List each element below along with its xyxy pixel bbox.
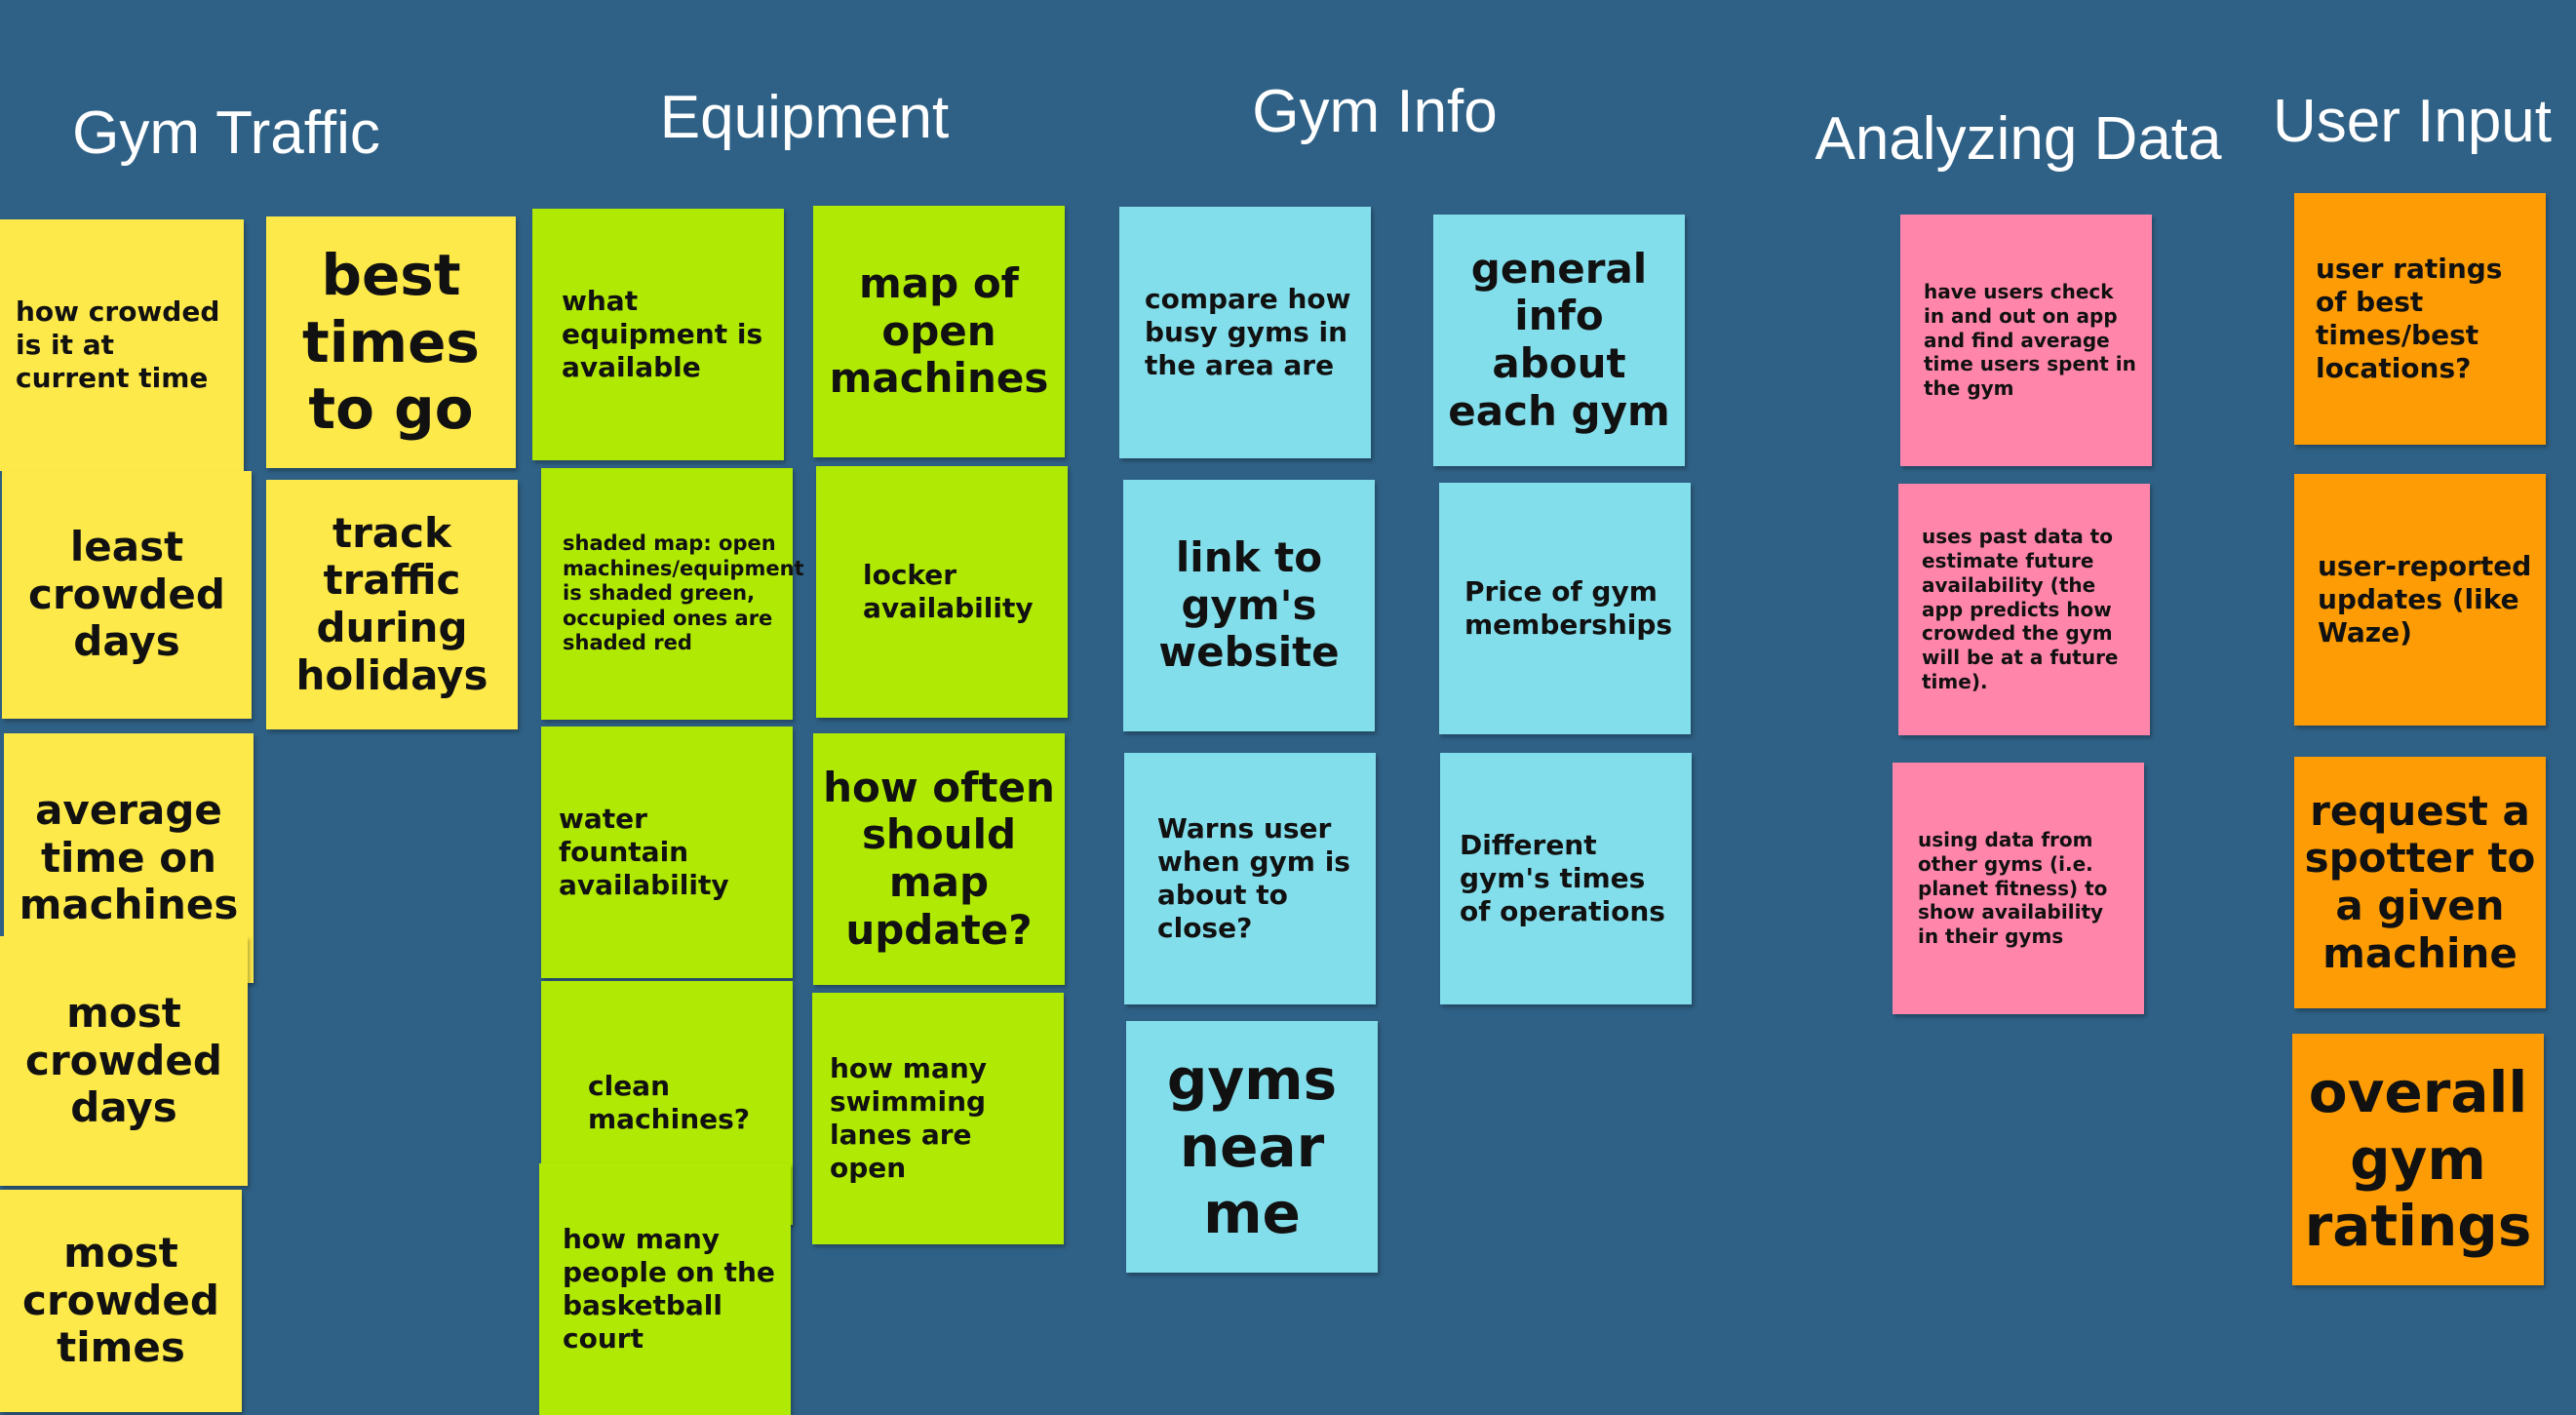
sticky-note-current-time[interactable]: how crowded is it at current time bbox=[0, 219, 244, 471]
sticky-note-most-crowded-days[interactable]: most crowded days bbox=[0, 936, 248, 1186]
heading-gym-traffic: Gym Traffic bbox=[72, 99, 380, 167]
heading-equipment: Equipment bbox=[659, 84, 950, 151]
sticky-note-link-website[interactable]: link to gym's website bbox=[1123, 480, 1375, 731]
heading-user-input: User Input bbox=[2272, 88, 2553, 155]
sticky-note-least-crowded-days[interactable]: least crowded days bbox=[2, 471, 252, 719]
heading-analyzing-data: Analyzing Data bbox=[1815, 105, 2222, 173]
sticky-note-warns-close[interactable]: Warns user when gym is about to close? bbox=[1124, 753, 1376, 1004]
sticky-note-check-in-out[interactable]: have users check in and out on app and find average time users spent in the gym bbox=[1900, 215, 2152, 466]
sticky-note-what-equipment[interactable]: what equipment is available bbox=[532, 209, 784, 460]
sticky-note-best-times[interactable]: best times to go bbox=[266, 216, 516, 468]
sticky-note-track-holidays[interactable]: track traffic during holidays bbox=[266, 480, 518, 729]
sticky-note-basketball-court[interactable]: how many people on the basketball court bbox=[539, 1163, 791, 1415]
sticky-note-general-info[interactable]: general info about each gym bbox=[1433, 215, 1685, 466]
sticky-note-times-of-operation[interactable]: Different gym's times of operations bbox=[1440, 753, 1692, 1004]
sticky-note-water-fountain[interactable]: water fountain availability bbox=[541, 727, 793, 978]
sticky-note-gyms-near-me[interactable]: gyms near me bbox=[1126, 1021, 1378, 1273]
sticky-note-user-reported-updates[interactable]: user-reported updates (like Waze) bbox=[2294, 474, 2546, 726]
sticky-note-other-gyms-data[interactable]: using data from other gyms (i.e. planet fitness) to show availability in their gyms bbox=[1893, 763, 2144, 1014]
sticky-note-map-update-frequency[interactable]: how often should map update? bbox=[813, 733, 1065, 985]
sticky-note-compare-busy-gyms[interactable]: compare how busy gyms in the area are bbox=[1119, 207, 1371, 458]
sticky-note-overall-ratings[interactable]: overall gym ratings bbox=[2292, 1034, 2544, 1285]
sticky-note-map-open-machines[interactable]: map of open machines bbox=[813, 206, 1065, 457]
heading-gym-info: Gym Info bbox=[1252, 78, 1498, 145]
sticky-note-average-time[interactable]: average time on machines bbox=[4, 733, 254, 983]
sticky-note-shaded-map[interactable]: shaded map: open machines/equipment is shaded green, occupied ones are shaded red bbox=[541, 468, 793, 720]
sticky-note-swimming-lanes[interactable]: how many swimming lanes are open bbox=[812, 993, 1064, 1244]
sticky-note-clean-machines[interactable]: clean machines? bbox=[541, 981, 793, 1225]
sticky-note-request-spotter[interactable]: request a spotter to a given machine bbox=[2294, 757, 2546, 1008]
sticky-note-membership-price[interactable]: Price of gym memberships bbox=[1439, 483, 1691, 734]
sticky-note-user-ratings[interactable]: user ratings of best times/best locations? bbox=[2294, 193, 2546, 445]
sticky-note-most-crowded-times[interactable]: most crowded times bbox=[0, 1190, 242, 1412]
sticky-note-locker-availability[interactable]: locker availability bbox=[816, 466, 1068, 718]
sticky-note-past-data[interactable]: uses past data to estimate future availability (the app predicts how crowded the gym will be at a future time). bbox=[1898, 484, 2150, 735]
